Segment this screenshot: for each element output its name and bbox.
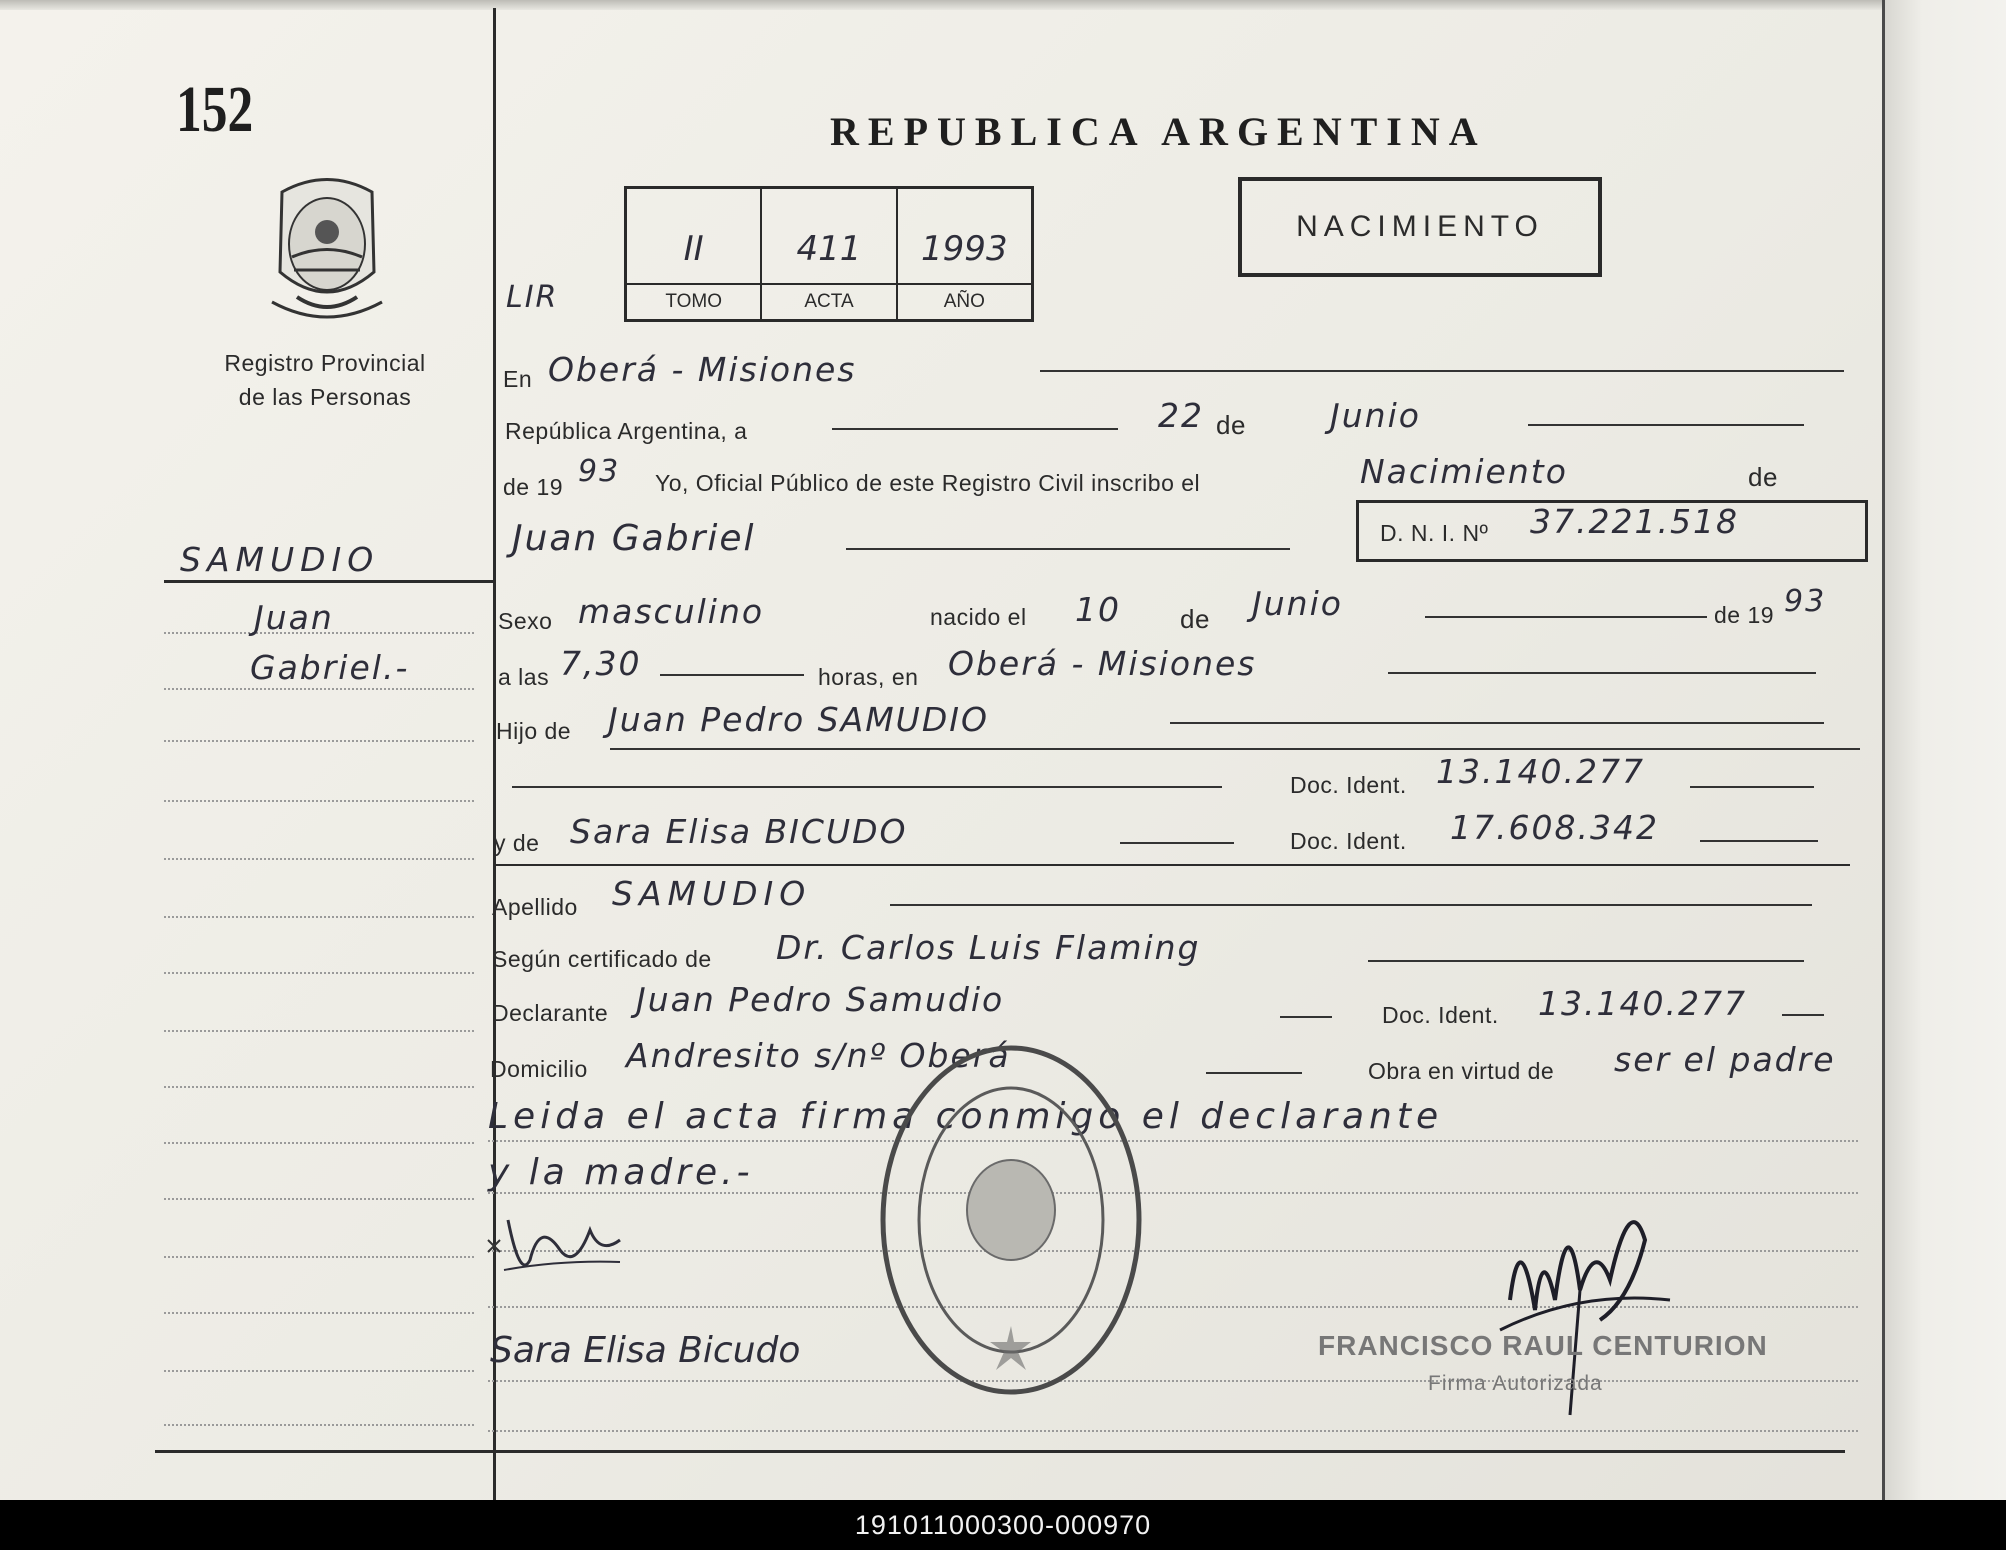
fill-line (1425, 616, 1707, 618)
segun-label: Según certificado de (492, 946, 712, 972)
de-19-label: de 19 (503, 474, 564, 500)
certificado-value: Dr. Carlos Luis Flaming (776, 928, 1201, 967)
dni-value: 37.221.518 (1530, 502, 1739, 541)
margin-dotted-line (164, 916, 474, 918)
margin-dotted-line (164, 972, 474, 974)
ano-label: AÑO (898, 283, 1031, 319)
fill-line (846, 548, 1290, 550)
birth-year-suffix: 93 (1784, 584, 1827, 619)
dni-label: D. N. I. Nº (1380, 520, 1489, 546)
declarante-value: Juan Pedro Samudio (636, 980, 1005, 1019)
document-reference: 191011000300-000970 (854, 1509, 1152, 1540)
acta-cell (762, 189, 897, 319)
nacido-label: nacido el (930, 604, 1027, 630)
domicilio-label: Domicilio (490, 1056, 588, 1082)
obra-label: Obra en virtud de (1368, 1058, 1555, 1084)
tomo-label: TOMO (627, 283, 760, 319)
ano-value: 1993 (921, 229, 1008, 269)
margin-dotted-line (164, 1198, 474, 1200)
domicilio-value: Andresito s/nº Oberá (626, 1036, 1011, 1075)
margin-dotted-line (164, 740, 474, 742)
margin-dotted-line (164, 1256, 474, 1258)
margin-first-name: Juan (254, 598, 334, 637)
hijo-label: Hijo de (496, 718, 572, 744)
margin-surname: SAMUDIO (180, 540, 380, 579)
registry-line-2: de las Personas (238, 384, 412, 410)
margin-dotted-line (164, 1086, 474, 1088)
country-title: REPUBLICA ARGENTINA (830, 109, 1487, 154)
margin-dotted-line (164, 800, 474, 802)
page-right-edge (1882, 0, 2006, 1500)
de-19-label-2: de 19 (1714, 602, 1775, 628)
fill-line (1782, 1014, 1824, 1016)
fill-line (1368, 960, 1804, 962)
apellido-label: Apellido (492, 894, 578, 920)
doc-label-2: Doc. Ident. (1290, 828, 1407, 854)
tomo-value: II (683, 229, 704, 269)
fill-line (1700, 840, 1818, 842)
father-name: Juan Pedro SAMUDIO (608, 700, 989, 739)
declarant-signature-icon (480, 1200, 630, 1290)
margin-dotted-line (164, 1424, 474, 1426)
margin-second-name: Gabriel.- (250, 648, 410, 687)
leida-line: Leida el acta firma conmigo el declarante (488, 1096, 1444, 1137)
fill-line (610, 748, 1860, 750)
margin-dotted-line (164, 1030, 474, 1032)
margin-dotted-line (164, 1312, 474, 1314)
fill-line (832, 428, 1118, 430)
margin-rule (164, 580, 494, 583)
folio-number: 152 (176, 73, 254, 146)
clerk-code: LIR (506, 280, 559, 315)
fill-line (1206, 1072, 1302, 1074)
margin-dotted-line (164, 1370, 474, 1372)
en-label: En (503, 366, 533, 392)
section-rule (494, 864, 1850, 866)
declarante-doc: 13.140.277 (1538, 984, 1747, 1023)
authority-role: Firma Autorizada (1428, 1372, 1603, 1395)
acta-value: 411 (796, 229, 862, 269)
certificate-type-box: NACIMIENTO (1238, 177, 1602, 277)
y-de-label: y de (494, 830, 540, 856)
body-dotted-line (488, 1430, 1858, 1432)
mother-signature: Sara Elisa Bicudo (490, 1330, 801, 1371)
tomo-cell (627, 189, 762, 319)
official-stamp-icon (876, 1040, 1146, 1400)
acta-label: ACTA (762, 283, 895, 319)
fill-line (660, 674, 804, 676)
doc-label: Doc. Ident. (1290, 772, 1407, 798)
a-las-label: a las (498, 664, 550, 690)
registry-line-1: Registro Provincial (224, 350, 426, 376)
body-dotted-line (488, 1140, 1858, 1142)
margin-dotted-line (164, 688, 474, 690)
fill-line (1040, 370, 1844, 372)
de-label: de (1216, 410, 1246, 440)
ano-cell (898, 189, 1031, 319)
day-value: 22 (1158, 396, 1204, 435)
fill-line (1528, 424, 1804, 426)
fill-line (1280, 1016, 1332, 1018)
sexo-value: masculino (578, 592, 765, 631)
margin-dotted-line (164, 858, 474, 860)
tomo-acta-ano-box (624, 186, 1034, 322)
birth-time: 7,30 (560, 644, 642, 683)
doc-label-3: Doc. Ident. (1382, 1002, 1499, 1028)
birth-day: 10 (1075, 590, 1121, 629)
fill-line (1120, 842, 1234, 844)
de-label-2: de (1748, 462, 1778, 492)
fill-line (512, 786, 1222, 788)
declarante-label: Declarante (492, 1000, 609, 1026)
provincial-seal-icon (262, 172, 392, 322)
bottom-rule (155, 1450, 1845, 1453)
inscribo-value: Nacimiento (1360, 452, 1568, 491)
margin-dotted-line (164, 1142, 474, 1144)
fill-line (890, 904, 1812, 906)
de-label-3: de (1180, 604, 1210, 634)
registry-name (190, 346, 460, 414)
page-top-edge (0, 0, 2006, 10)
yo-statement: Yo, Oficial Público de este Registro Civil inscribo el (655, 470, 1201, 496)
authority-name: FRANCISCO RAUL CENTURION (1318, 1330, 1768, 1361)
fill-line (1170, 722, 1824, 724)
birth-place: Oberá - Misiones (948, 644, 1257, 683)
republica-label: República Argentina, a (505, 418, 748, 444)
sexo-label: Sexo (498, 608, 553, 634)
child-name: Juan Gabriel (512, 518, 756, 559)
father-doc: 13.140.277 (1436, 752, 1645, 791)
mother-name: Sara Elisa BICUDO (570, 812, 908, 851)
reference-bar (0, 1500, 2006, 1550)
horas-label: horas, en (818, 664, 919, 690)
obra-value: ser el padre (1614, 1040, 1836, 1079)
place-value: Oberá - Misiones (548, 350, 857, 389)
madre-line: y la madre.- (488, 1152, 754, 1193)
apellido-value: SAMUDIO (612, 874, 812, 913)
year-suffix: 93 (578, 454, 621, 489)
fill-line (1690, 786, 1814, 788)
birth-month: Junio (1252, 584, 1343, 623)
month-value: Junio (1330, 396, 1421, 435)
mother-doc: 17.608.342 (1450, 808, 1659, 847)
fill-line (1388, 672, 1816, 674)
